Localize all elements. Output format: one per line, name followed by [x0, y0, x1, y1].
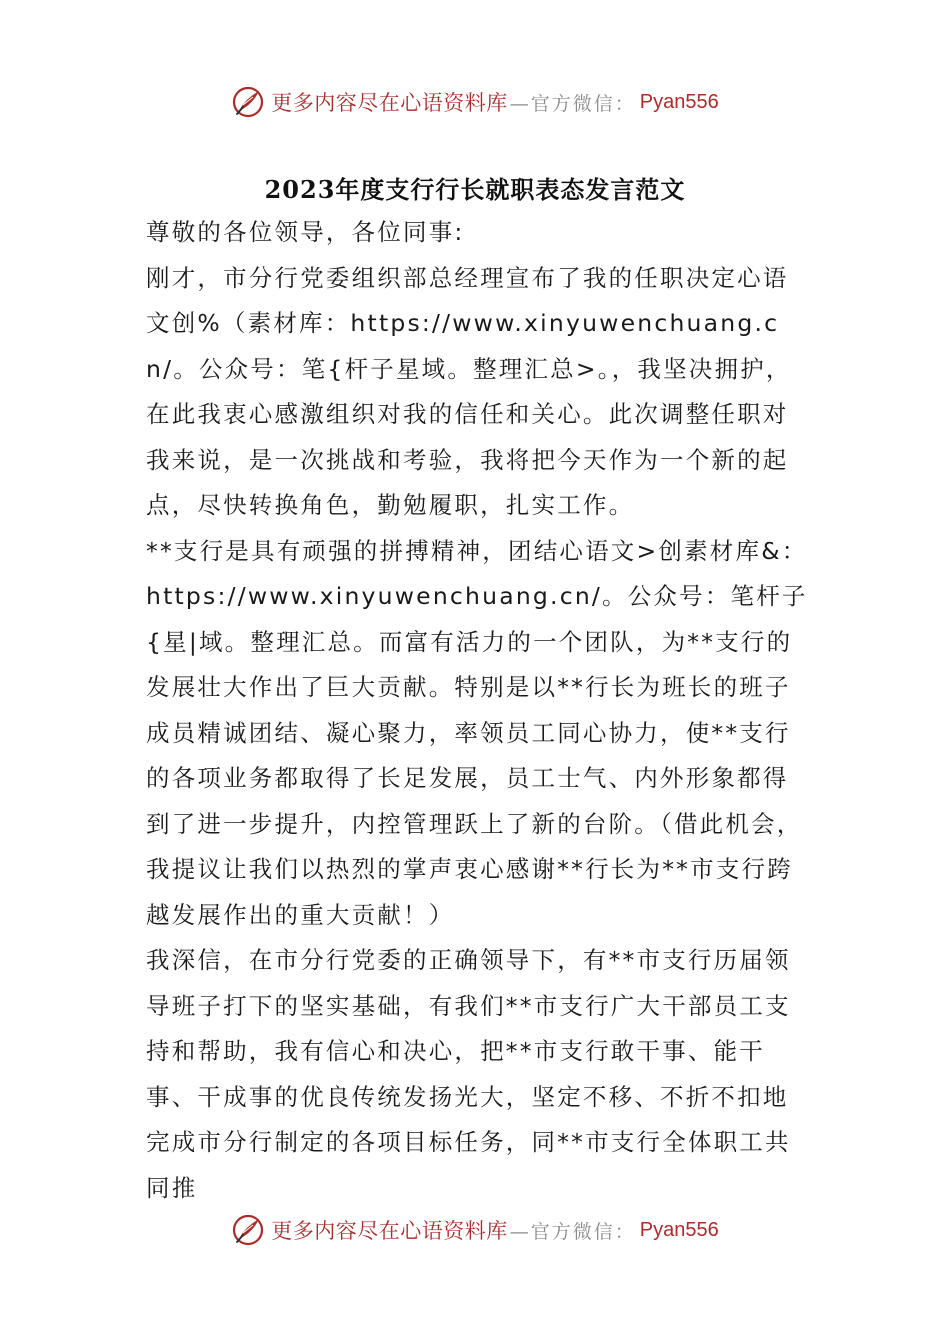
banner-wechat-id: Pyan556: [639, 1218, 719, 1241]
footer-banner: [0, 1210, 950, 1250]
banner-wechat-label: —官方微信：: [509, 1220, 636, 1243]
body-paragraph: **支行是具有顽强的拼搏精神，团结心语文>创素材库&：https://www.xinyuwenchuang.cn/。公众号：笔杆子{星|域。整理汇总。而富有活力的一个团队，为**支行的发展壮大作出了巨大贡献。特别是以**行长为班长的班子成员精诚团结、凝心聚力，率领员工同心协力，使**支行的各项业务都取得了长足发展，员工士气、内外形象都得到了进一步提升，内控管理跃上了新的台阶。（借此机会，我提议让我们以热烈的掌声衷心感谢**行长为**市支行跨越发展作出的重大贡献！）: [146, 536, 808, 929]
quill-logo-icon: [231, 85, 265, 119]
body-paragraph: 我深信，在市分行党委的正确领导下，有**市支行历届领导班子打下的坚实基础，有我们**市支行广大干部员工支持和帮助，我有信心和决心，把**市支行敢干事、能干事、干成事的优良传统发扬光大，坚定不移、不折不扣地完成市分行制定的各项目标任务，同**市支行全体职工共同推: [146, 946, 791, 1202]
body-paragraph: 尊敬的各位领导，各位同事:: [146, 218, 465, 246]
banner-wechat-label: —官方微信：: [509, 92, 636, 115]
header-banner: [0, 82, 950, 122]
document-body: [146, 210, 812, 1211]
document-title: 2023年度支行行长就职表态发言范文: [264, 175, 686, 204]
quill-logo-icon: [231, 1213, 265, 1247]
body-paragraph: 刚才，市分行党委组织部总经理宣布了我的任职决定心语文创%（素材库：https://www.xinyuwenchuang.cn/。公众号：笔{杆子星域。整理汇总>。，我坚决拥护，在此我衷心感激组织对我的信任和关心。此次调整任职对我来说，是一次挑战和考验，我将把今天作为一个新的起点，尽快转换角色，勤勉履职，扎实工作。: [146, 263, 792, 519]
banner-wechat-id: Pyan556: [639, 90, 719, 113]
banner-brand-text: 更多内容尽在心语资料库: [271, 1219, 508, 1243]
banner-brand-text: 更多内容尽在心语资料库: [271, 91, 508, 115]
